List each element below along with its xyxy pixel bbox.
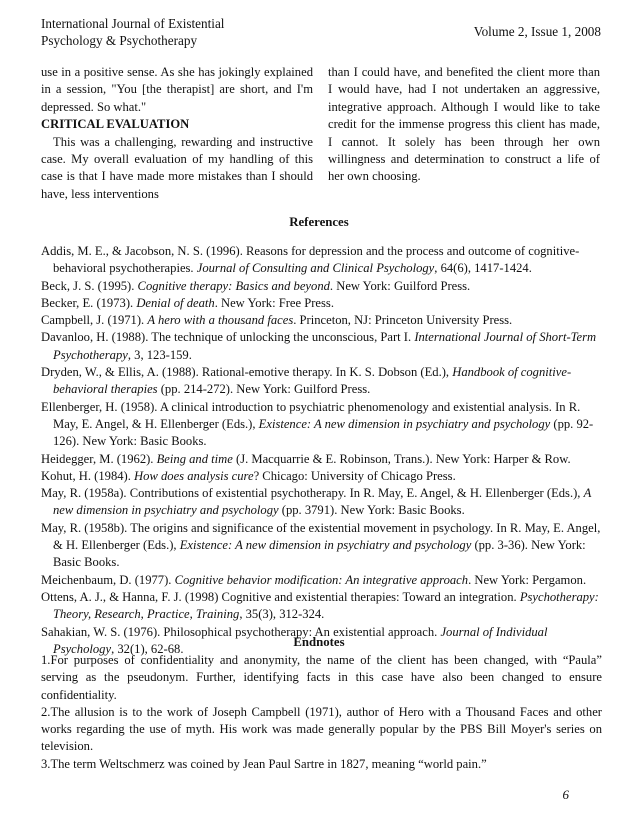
volume-issue: Volume 2, Issue 1, 2008 [473,24,601,39]
journal-name [41,15,224,49]
journal-name-line-2: Psychology & Psychotherapy [41,33,198,48]
reference-item: Campbell, J. (1971). A hero with a thousand faces. Princeton, NJ: Princeton University Press. [41,313,513,328]
page-number: 6 [562,787,569,802]
reference-item: Meichenbaum, D. (1977). Cognitive behavior modification: An integrative approach. New York: Pergamon. [41,572,587,587]
reference-item: Sahakian, W. S. (1976). Philosophical psychotherapy: An existential approach. Journal of Individual Psychology, 32(1), 62-68. [41,624,548,656]
reference-item: Kohut, H. (1984). How does analysis cure? Chicago: University of Chicago Press. [41,468,456,483]
reference-item: May, R. (1958a). Contributions of existential psychotherapy. In R. May, E. Angel, & H. Ellenberger (Eds.), A new dimension in psychiatry and psychology (pp. 3791). New York: Basic Books. [41,486,592,518]
endnote-item: 1.For purposes of confidentiality and anonymity, the name of the client has been changed, with “Paula” serving as the pseudonym. Further, identifying facts in this case have also been changed to ensure confidentiality. [41,653,602,702]
body-column-right [328,64,600,186]
reference-item: Ottens, A. J., & Hanna, F. J. (1998) Cognitive and existential therapies: Toward an integration. Psychotherapy: Theory, Research, Practice, Training, 35(3), 312-324. [41,589,599,622]
body-column-left [41,64,313,203]
reference-item: Davanloo, H. (1988). The technique of unlocking the unconscious, Part I. International Journal of Short-Term Psychotherapy, 3, 123-159. [41,330,597,362]
references-list [41,243,603,658]
endnote-item: 2.The allusion is to the work of Joseph Campbell (1971), author of Hero with a Thousand Faces and other works regarding the use of myth. His work was made generally popular by the PBS Bill Moyer's series on television. [41,704,602,754]
body-paragraph: use in a positive sense. As she has jokingly explained in a session, "You [the therapist] are short, and I'm depressed. So what." [41,65,313,114]
reference-item: Becker, E. (1973). Denial of death. New York: Free Press. [41,295,334,310]
reference-item: Heidegger, M. (1962). Being and time (J. Macquarrie & E. Robinson, Trans.). New York: Harper & Row. [41,451,571,466]
section-heading-critical-evaluation: CRITICAL EVALUATION [41,117,190,132]
running-header [41,15,601,49]
reference-item: Dryden, W., & Ellis, A. (1988). Rational-emotive therapy. In K. S. Dobson (Ed.), Handbook of cognitive-behavioral therapies (pp. 214-272). New York: Guilford Press. [41,365,572,397]
endnotes-heading: Endnotes [293,635,345,649]
reference-item: Ellenberger, H. (1958). A clinical introduction to psychiatric phenomenology and existential analysis. In R. May, E. Angel, & H. Ellenberger (Eds.), Existence: A new dimension in psychiatry and psychology (pp. 92-126). New York: Basic Books. [41,399,594,449]
reference-item: May, R. (1958b). The origins and significance of the existential movement in psychology. In R. May, E. Angel, & H. Ellenberger (Eds.), Existence: A new dimension in psychiatry and psychology (pp. 3-36). New York: Basic Books. [41,520,601,570]
references-heading: References [289,215,349,229]
body-paragraph: than I could have, and benefited the client more than I would have, had I not undertaken an aggressive, integrative approach. Although I would like to take credit for the immense progress this client has made, I cannot. It solely has been through her own willingness and determination to construct a life of her own choosing. [328,65,600,184]
journal-name-line-1: International Journal of Existential [41,16,225,31]
reference-item: Addis, M. E., & Jacobson, N. S. (1996). Reasons for depression and the process and outcome of cognitive-behavioral psychotherapies. Journal of Consulting and Clinical Psychology, 64(6), 1417-1424. [41,244,580,276]
body-paragraph: This was a challenging, rewarding and instructive case. My overall evaluation of my handling of this case is that I have made more mistakes than I should have, less interventions [41,134,313,201]
endnote-item: 3.The term Weltschmerz was coined by Jean Paul Sartre in 1827, meaning “world pain.” [41,756,487,771]
reference-item: Beck, J. S. (1995). Cognitive therapy: Basics and beyond. New York: Guilford Press. [41,278,471,293]
endnotes-list [41,652,602,773]
